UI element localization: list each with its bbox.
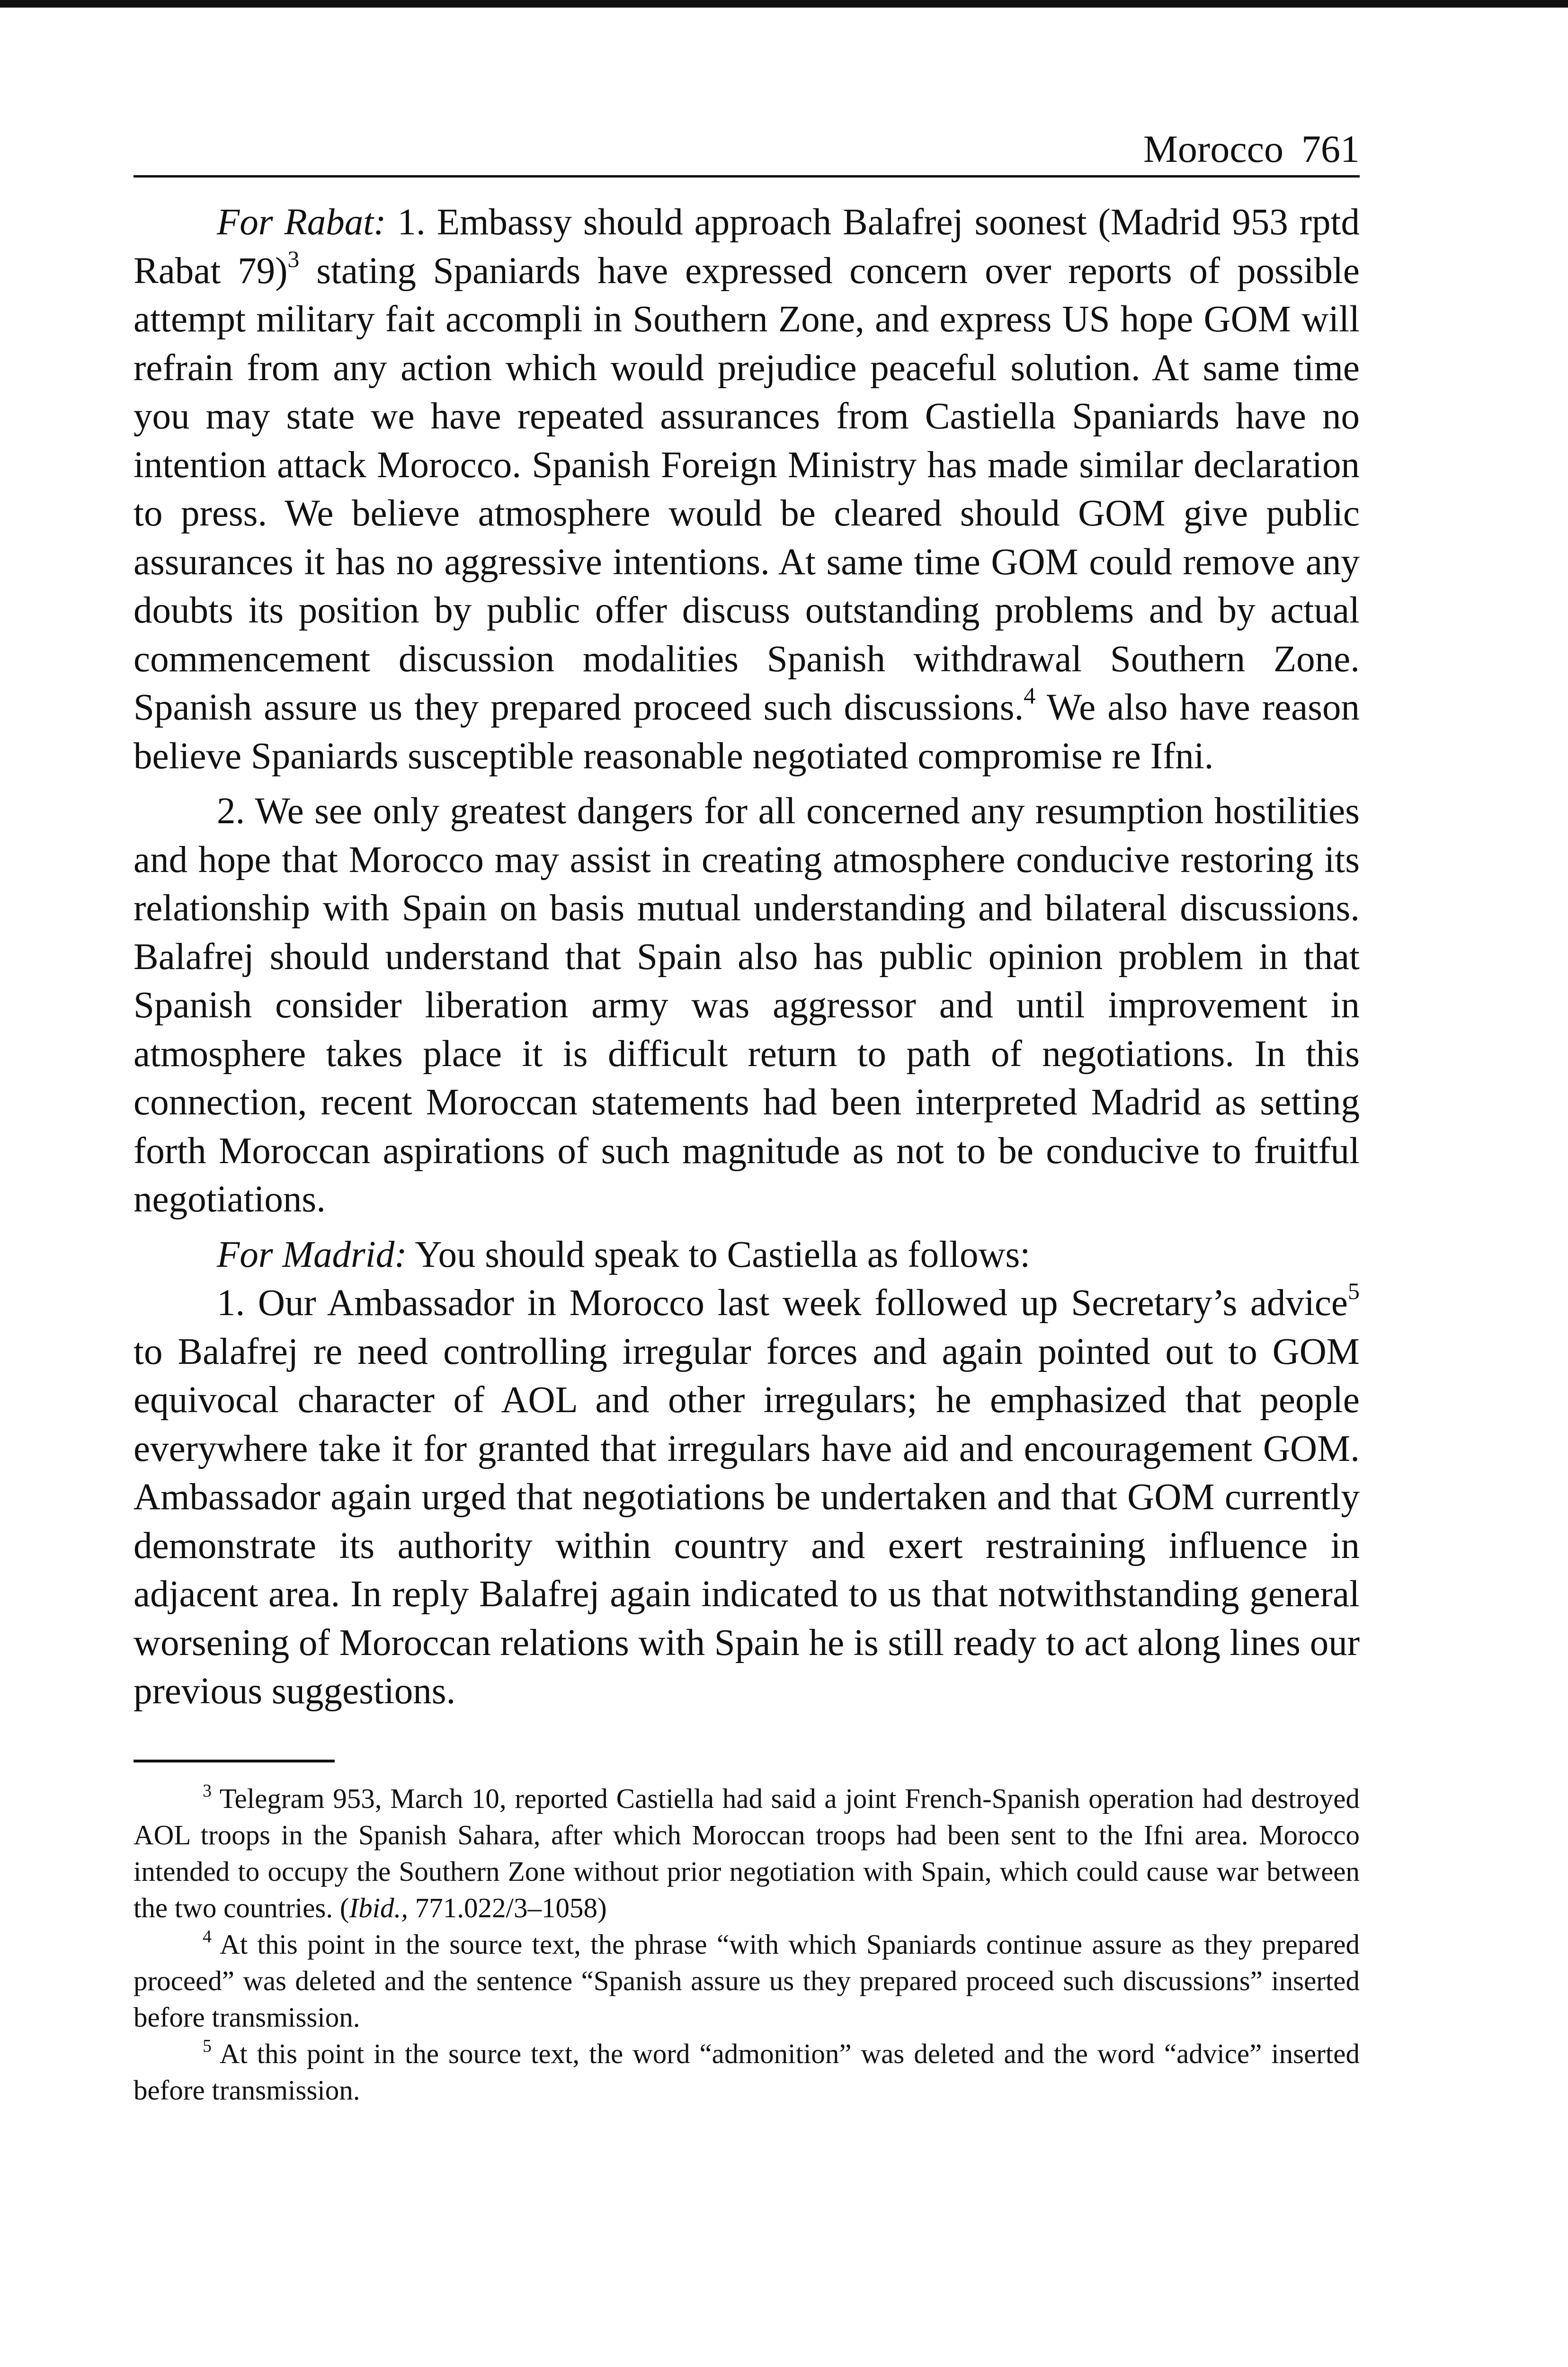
paragraph-text: 1. Embassy should approach Balafrej soonest (Madrid 953 rptd Rabat 79)	[134, 202, 1360, 292]
document-page	[134, 123, 1360, 2109]
paragraph-rabat-2: 2. We see only greatest dangers for all concerned any resumption hostilities and hope that Morocco may assist in creating atmosphere conducive restoring its relationship with Spain on basis mutual understanding and bilateral discussions. Balafrej should understand that Spain also has public opinion problem in that Spanish consider liberation army was aggressor and until improvement in atmosphere takes place it is difficult return to path of negotiations. In this connection, recent Moroccan statements had been interpreted Madrid as setting forth Moroccan aspirations of such magnitude as not to be conducive to fruitful negotiations.	[134, 791, 1360, 1220]
paragraph-text: to Balafrej re need controlling irregular forces and again pointed out to GOM equivocal character of AOL and other irregulars; he emphasized that people everywhere take it for granted that irregulars have aid and encouragement GOM. Ambassador again urged that negotiations be undertaken and that GOM currently demonstrate its authority within country and exert restraining influence in adjacent area. In reply Balafrej again indicated to us that notwithstanding general worsening of Moroccan relations with Spain he is still ready to act along lines our previous suggestions.	[134, 1331, 1360, 1712]
page-top-edge	[0, 0, 1568, 8]
footnote-ref-5: 5	[1348, 1278, 1360, 1304]
footnote-number: 4	[203, 1926, 212, 1947]
paragraph-madrid-intro	[134, 1231, 1360, 1280]
footnote-ref-3: 3	[287, 245, 300, 272]
footnote-3	[134, 1780, 1360, 1926]
footnotes	[134, 1780, 1360, 2109]
footnote-5	[134, 2036, 1360, 2109]
paragraph-text: We also have reason believe Spaniards susceptible reasonable negotiated compromise re Ifni.	[134, 687, 1360, 777]
footnote-divider	[134, 1760, 335, 1762]
footnote-4	[134, 1926, 1360, 2036]
footnote-text: At this point in the source text, the word “admonition” was deleted and the word “advice” inserted before transmission.	[134, 2038, 1360, 2106]
paragraph-rabat-1	[134, 198, 1360, 781]
paragraph-madrid-1	[134, 1279, 1360, 1716]
page-number: 761	[1301, 127, 1360, 170]
paragraph-text: 1. Our Ambassador in Morocco last week followed up Secretary’s advice	[217, 1282, 1348, 1324]
footnote-ref-4: 4	[1024, 682, 1036, 709]
footnote-file-number: 771.022/3–1058)	[408, 1892, 607, 1923]
paragraph-text: You should speak to Castiella as follows:	[407, 1234, 1031, 1275]
running-header	[134, 123, 1360, 178]
footnote-number: 3	[203, 1780, 212, 1801]
footnote-number: 5	[203, 2036, 212, 2056]
rabat-label: For Rabat:	[217, 202, 386, 243]
main-text	[134, 198, 1360, 1716]
footnote-ibid: Ibid.,	[349, 1892, 409, 1923]
footnote-text: At this point in the source text, the phrase “with which Spaniards continue assure as they prepared proceed” was deleted and the sentence “Spanish assure us they prepared proceed such discussions” inserted before transmission.	[134, 1928, 1360, 2033]
footnote-text: Telegram 953, March 10, reported Castiella had said a joint French-Spanish operation had destroyed AOL troops in the Spanish Sahara, after which Moroccan troops had been sent to the Ifni area. Morocco intended to occupy the Southern Zone without prior negotiation with Spain, which could cause war between the two countries. (	[134, 1782, 1360, 1923]
madrid-label: For Madrid:	[217, 1234, 407, 1275]
paragraph-text: stating Spaniards have expressed concern over reports of possible attempt military fait accompli in Southern Zone, and express US hope GOM will refrain from any action which would prejudice peaceful solution. At same time you may state we have repeated assurances from Castiella Spaniards have no intention attack Morocco. Spanish Foreign Ministry has made similar declaration to press. We believe atmosphere would be cleared should GOM give public assurances it has no aggressive intentions. At same time GOM could remove any doubts its position by public offer discuss outstanding problems and by actual commencement discussion modalities Spanish withdrawal Southern Zone. Spanish assure us they prepared proceed such discussions.	[134, 250, 1360, 728]
section-title: Morocco	[1143, 127, 1283, 170]
